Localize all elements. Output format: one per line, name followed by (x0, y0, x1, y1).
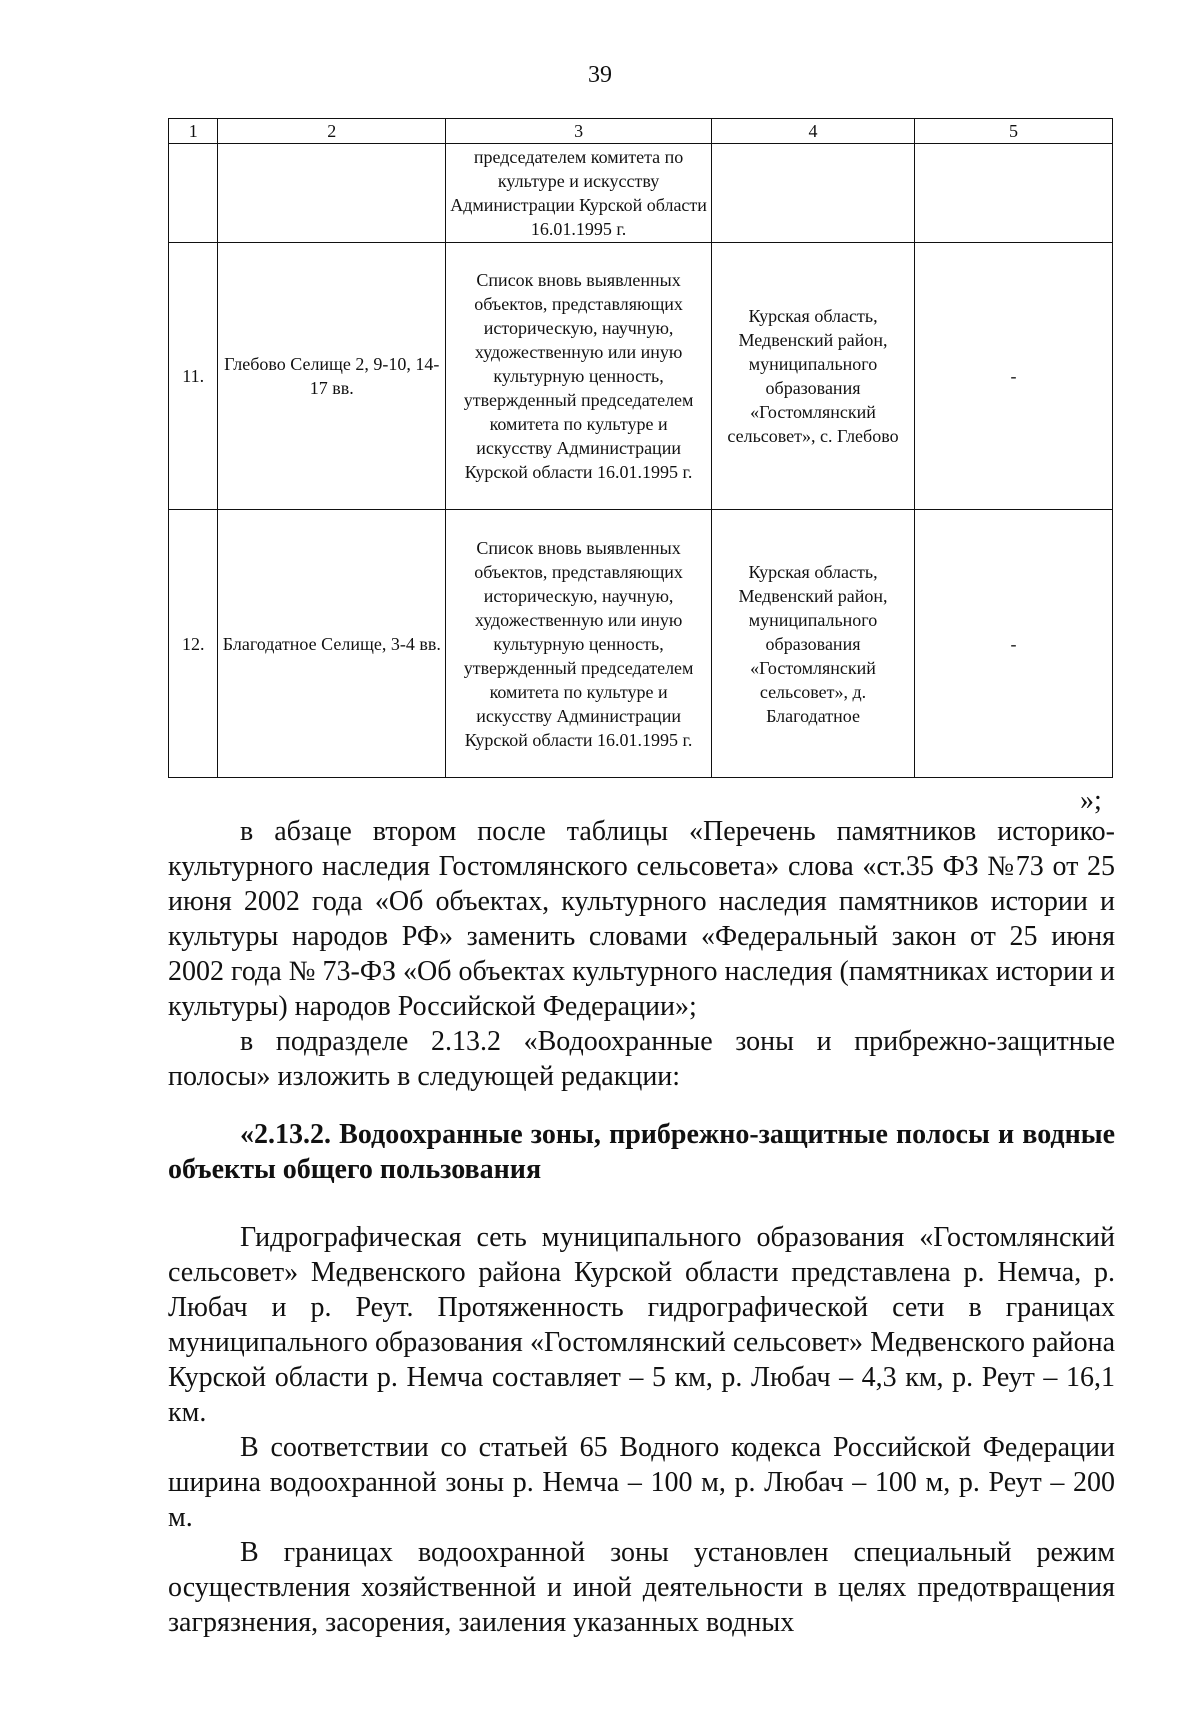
table-header-row (169, 119, 1113, 144)
row-number: 11. (169, 243, 218, 510)
section-heading: «2.13.2. Водоохранные зоны, прибрежно-защитные полосы и водные объекты общего пользования (168, 1119, 1115, 1185)
header-cell: 2 (218, 119, 446, 144)
document-cell: Список вновь выявленных объектов, представляющих историческую, научную, художественную или иную культурную ценность, утвержденный председателем комитета по культуре и искусству Администрации Курской области 16.01.1995 г. (446, 243, 712, 510)
paragraph-hydrography: Гидрографическая сеть муниципального образования «Гостомлянский сельсовет» Медвенского района Курской области представлена р. Немча, р. Любач и р. Реут. Протяженность гидрографической сети в границах муниципального образования «Гостомлянский сельсовет» Медвенского района Курской области р. Немча составляет – 5 км, р. Любач – 4,3 км, р. Реут – 16,1 км. (168, 1222, 1115, 1428)
note-cell (915, 144, 1113, 243)
location-cell: Курская область, Медвенский район, муниципального образования «Гостомлянский сельсовет», с. Глебово (711, 243, 914, 510)
table-row (169, 243, 1113, 510)
section-heading-block (168, 1117, 1115, 1187)
location-cell: Курская область, Медвенский район, муниципального образования «Гостомлянский сельсовет», д. Благодатное (711, 510, 914, 778)
closing-quote: »; (1080, 785, 1102, 816)
document-cell: председателем комитета по культуре и искусству Администрации Курской области 16.01.1995 г. (446, 144, 712, 243)
note-cell: - (915, 510, 1113, 778)
amendment-block-1 (168, 814, 1115, 1094)
header-cell: 1 (169, 119, 218, 144)
row-number (169, 144, 218, 243)
body-block (168, 1220, 1115, 1640)
object-name: Глебово Селище 2, 9-10, 14-17 вв. (218, 243, 446, 510)
header-cell: 4 (711, 119, 914, 144)
location-cell (711, 144, 914, 243)
note-cell: - (915, 243, 1113, 510)
header-cell: 3 (446, 119, 712, 144)
page-number: 39 (588, 62, 612, 88)
table-row (169, 510, 1113, 778)
table-row (169, 144, 1113, 243)
paragraph-special-regime: В границах водоохранной зоны установлен специальный режим осуществления хозяйственной и иной деятельности в целях предотвращения загрязнения, засорения, заиления указанных водных (168, 1537, 1115, 1638)
paragraph-water-code: В соответствии со статьей 65 Водного кодекса Российской Федерации ширина водоохранной зоны р. Немча – 100 м, р. Любач – 100 м, р. Реут – 200 м. (168, 1432, 1115, 1533)
object-name (218, 144, 446, 243)
row-number: 12. (169, 510, 218, 778)
header-cell: 5 (915, 119, 1113, 144)
document-cell: Список вновь выявленных объектов, представляющих историческую, научную, художественную или иную культурную ценность, утвержденный председателем комитета по культуре и искусству Администрации Курской области 16.01.1995 г. (446, 510, 712, 778)
monuments-table (168, 118, 1113, 778)
paragraph-amendment-section: в подразделе 2.13.2 «Водоохранные зоны и прибрежно-защитные полосы» изложить в следующей редакции: (168, 1026, 1115, 1092)
object-name: Благодатное Селище, 3-4 вв. (218, 510, 446, 778)
paragraph-amendment-table: в абзаце втором после таблицы «Перечень памятников историко-культурного наследия Гостомлянского сельсовета» слова «ст.35 ФЗ №73 от 25 июня 2002 года «Об объектах, культурного наследия памятников истории и культуры народов РФ» заменить словами «Федеральный закон от 25 июня 2002 года № 73-ФЗ «Об объектах культурного наследия (памятниках истории и культуры) народов Российской Федерации»; (168, 816, 1115, 1022)
